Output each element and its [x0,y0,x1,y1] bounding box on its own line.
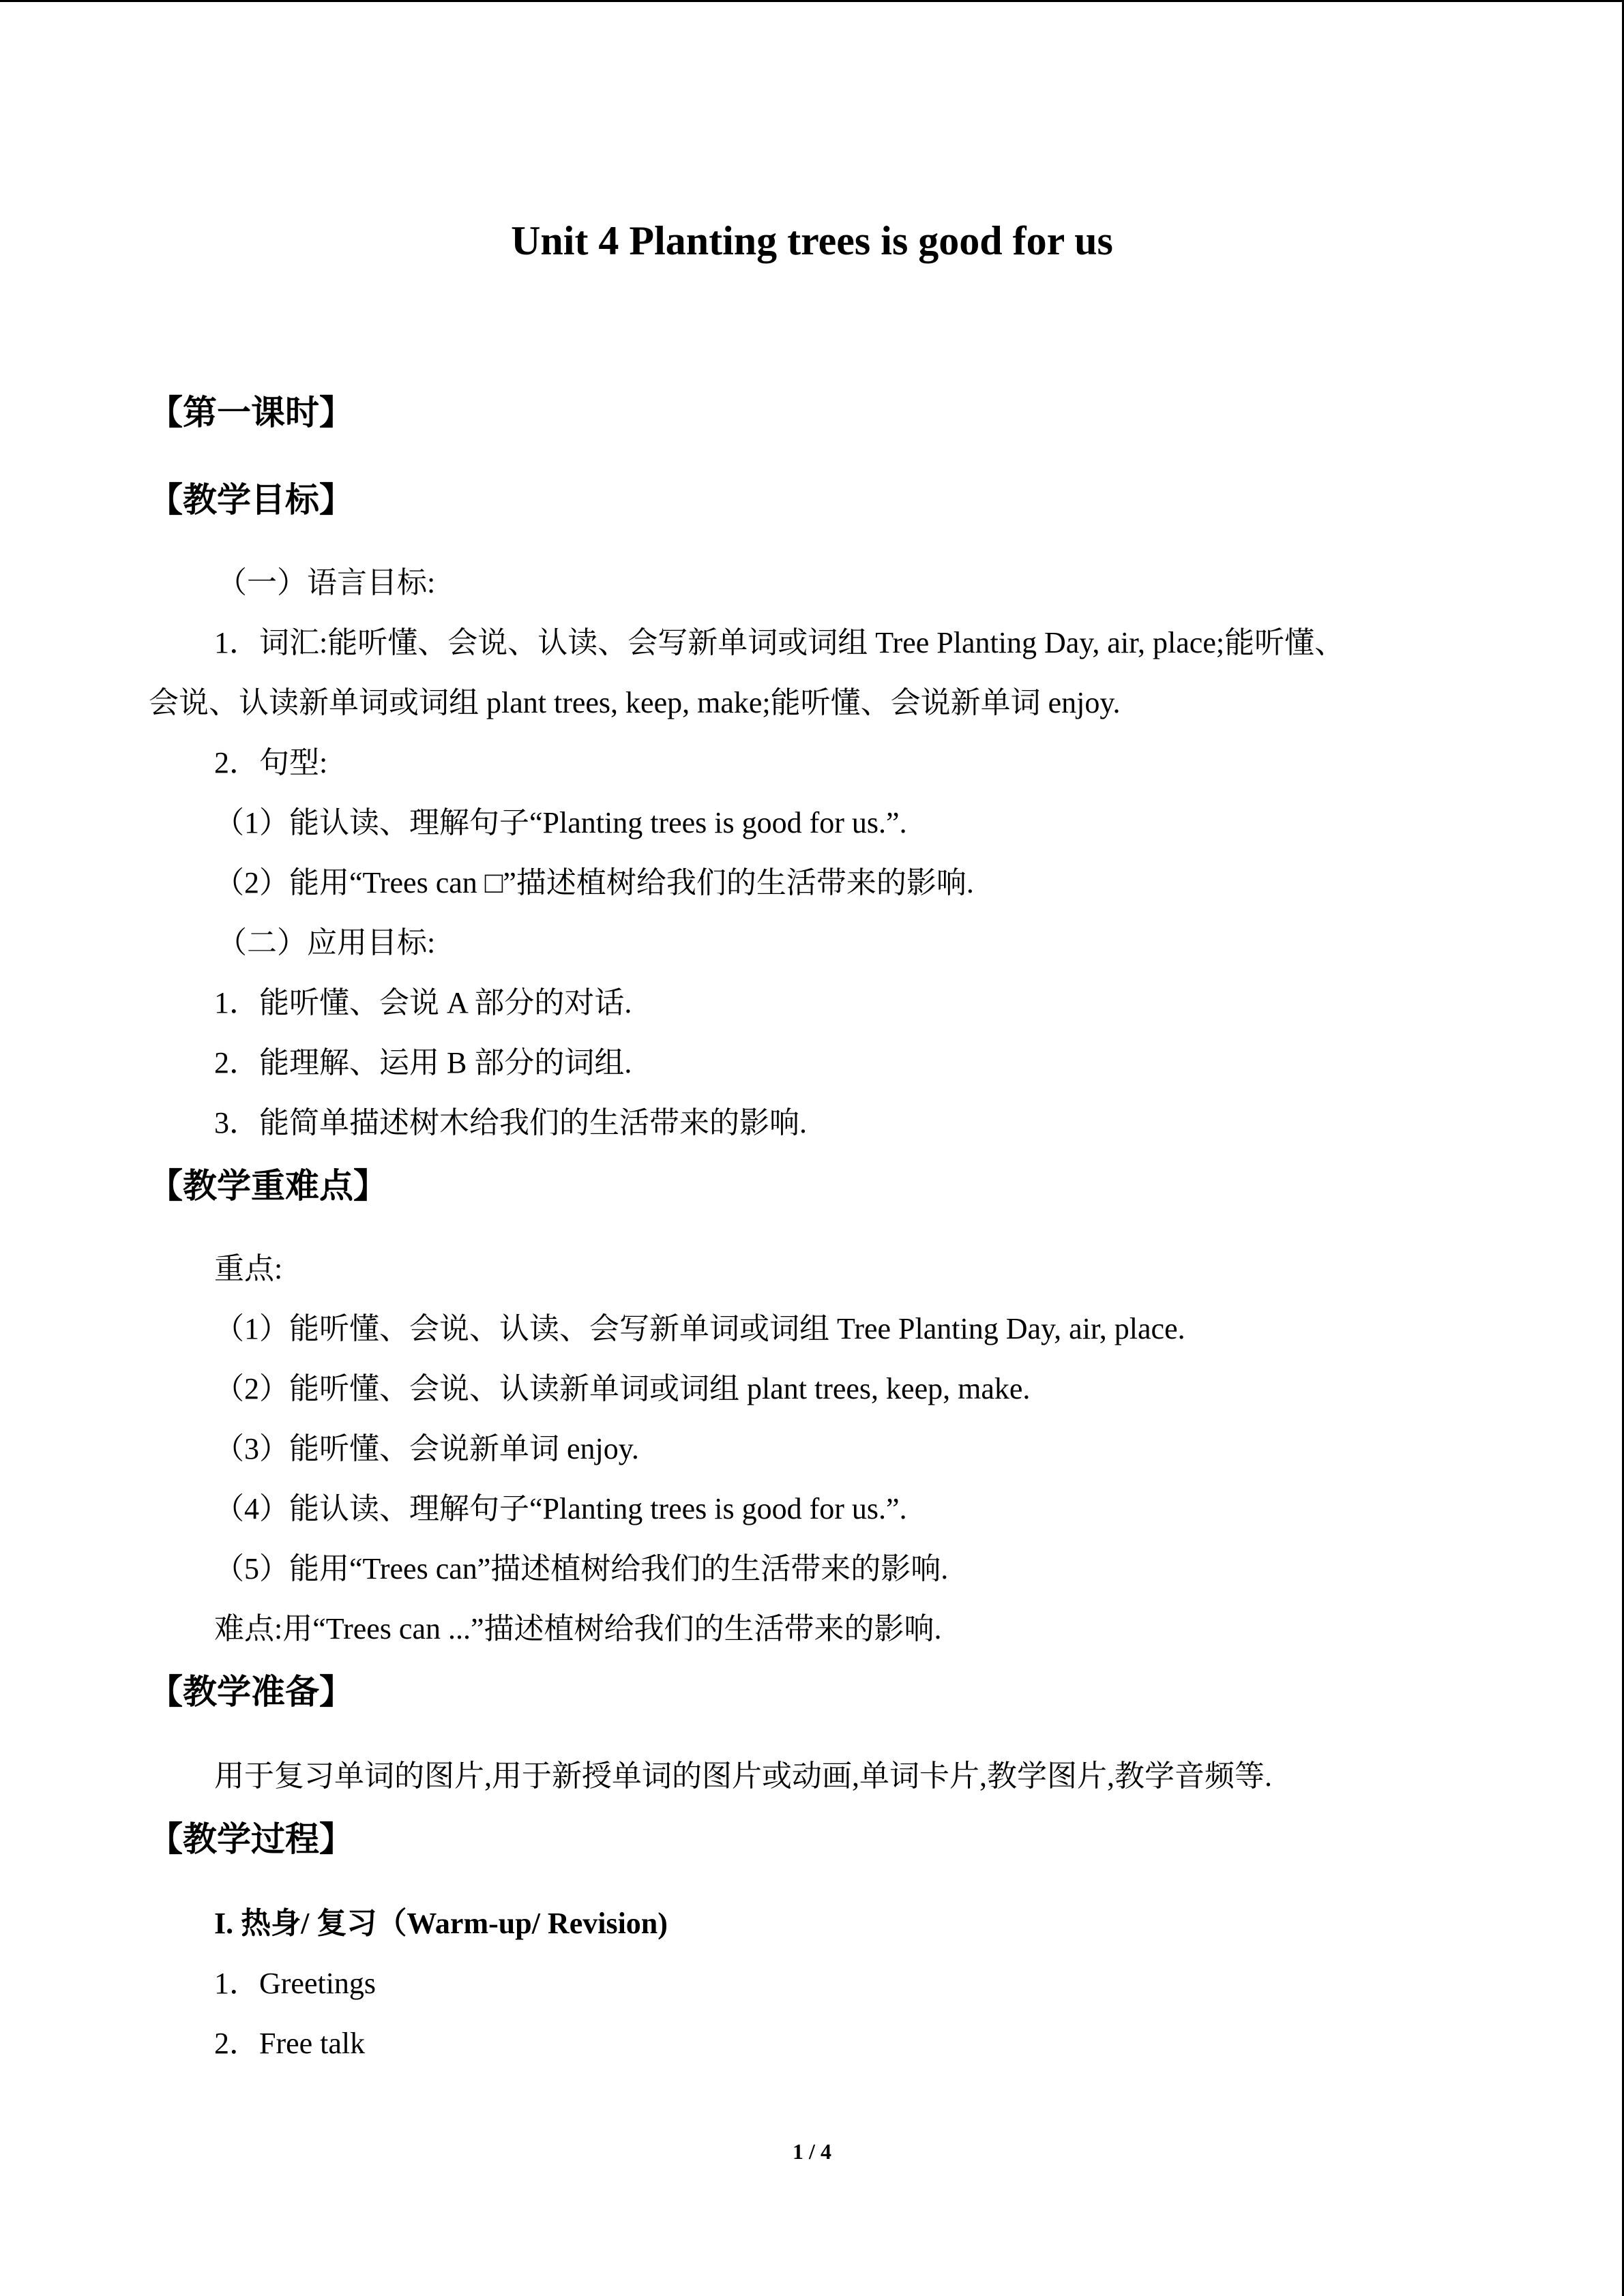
app-item-1: 1．能听懂、会说 A 部分的对话. [214,986,632,1019]
pattern-label: 2．句型: [214,746,328,779]
process-item-2: 2．Free talk [214,2027,366,2060]
app-item-2: 2．能理解、运用 B 部分的词组. [214,1046,632,1079]
vocab-line-2: 会说、认读新单词或词组 plant trees, keep, make;能听懂、会说新单词 enjoy. [149,686,1121,719]
pattern-item-2: （2）能用“Trees can □”描述植树给我们的生活带来的影响. [214,866,974,899]
language-goal-label: （一）语言目标: [217,566,436,599]
heading-keypoints: 【教学重难点】 [149,1166,387,1206]
heading-preparation: 【教学准备】 [149,1672,353,1712]
key-item-3: （3）能听懂、会说新单词 enjoy. [214,1432,639,1465]
process-item-1: 1．Greetings [214,1967,377,2000]
vocab-line-1: 1．词汇:能听懂、会说、认读、会写新单词或词组 Tree Planting Day, air, place;能听懂、 [214,626,1345,659]
preparation-text: 用于复习单词的图片,用于新授单词的图片或动画,单词卡片,教学图片,教学音频等. [214,1759,1272,1793]
pattern-item-1: （1）能认读、理解句子“Planting trees is good for us.”. [214,806,907,839]
difficulty-line: 难点:用“Trees can ...”描述植树给我们的生活带来的影响. [214,1612,942,1645]
app-item-3: 3．能简单描述树木给我们的生活带来的影响. [214,1106,807,1139]
heading-process: 【教学过程】 [149,1819,353,1859]
document-title: Unit 4 Planting trees is good for us [511,218,1113,263]
heading-objectives: 【教学目标】 [149,480,353,520]
page-number: 1 / 4 [793,2139,831,2164]
heading-lesson: 【第一课时】 [149,393,353,432]
process-step-1: I. 热身/ 复习（Warm-up/ Revision) [214,1907,668,1940]
app-goal-label: （二）应用目标: [217,926,436,959]
key-item-2: （2）能听懂、会说、认读新单词或词组 plant trees, keep, make. [214,1372,1031,1405]
key-item-1: （1）能听懂、会说、认读、会写新单词或词组 Tree Planting Day, air, place. [214,1312,1185,1345]
key-label: 重点: [214,1252,283,1285]
key-item-5: （5）能用“Trees can”描述植树给我们的生活带来的影响. [214,1552,949,1585]
key-item-4: （4）能认读、理解句子“Planting trees is good for us.”. [214,1492,907,1525]
